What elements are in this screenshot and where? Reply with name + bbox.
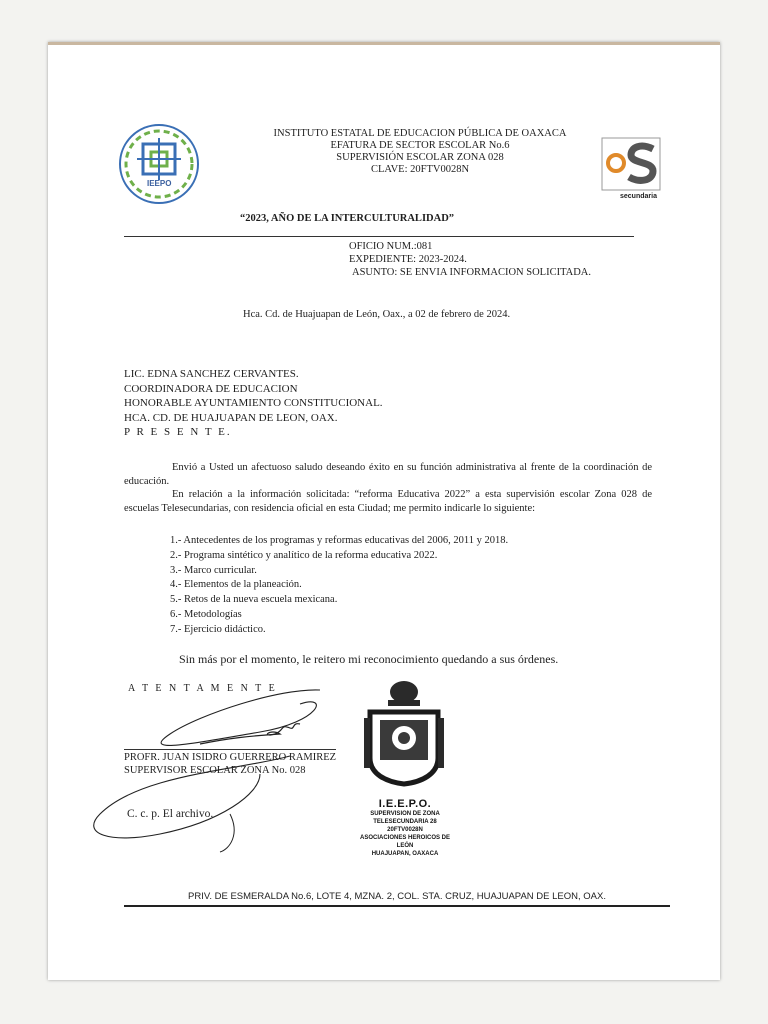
oficio-block	[349, 240, 591, 279]
stamp-title: I.E.E.P.O.	[378, 798, 432, 810]
stamp-line: HUAJUAPAN, OAXACA	[371, 851, 439, 857]
expediente: EXPEDIENTE: 2023-2024.	[349, 254, 467, 265]
header-divider	[124, 236, 634, 237]
closing-line: Sin más por el momento, le reitero mi reconocimiento quedando a sus órdenes.	[179, 652, 559, 666]
institution-name: INSTITUTO ESTATAL DE EDUCACION PÚBLICA DE OAXACA	[273, 128, 567, 139]
stamp-line: SUPERVISION DE ZONA	[370, 811, 440, 817]
asunto: ASUNTO: SE ENVIA INFORMACION SOLICITADA.	[352, 267, 592, 278]
presente: P R E S E N T E.	[124, 426, 232, 438]
body-paragraph-1: Envió a Usted un afectuoso saludo deseando éxito en su función administrativa al frente de la coordinación de educación.	[124, 462, 652, 487]
footer-address: PRIV. DE ESMERALDA No.6, LOTE 4, MZNA. 2, COL. STA. CRUZ, HUAJUAPAN DE LEON, OAX.	[188, 891, 606, 902]
stamp-line: 20FTV0028N	[387, 827, 423, 833]
secundaria-logo-label: secundaria	[620, 193, 657, 200]
list-item: 7.- Ejercicio didáctico.	[170, 623, 266, 635]
body-paragraph-2: En relación a la información solicitada: “reforma Educativa 2022” a esta supervisión escolar Zona 028 de escuelas Telesecundarias, con residencia oficial en esta Ciudad; me permito indicarle lo siguiente:	[124, 489, 652, 514]
page-top-edge	[48, 42, 720, 45]
oaxaca-seal-stamp	[362, 678, 448, 796]
year-motto: “2023, AÑO DE LA INTERCULTURALIDAD”	[240, 213, 455, 224]
stamp-line: TELESECUNDARIA 28	[373, 819, 437, 825]
list-item: 4.- Elementos de la planeación.	[170, 579, 302, 591]
list-item: 3.- Marco curricular.	[170, 564, 257, 576]
signer-title: SUPERVISOR ESCOLAR ZONA No. 028	[124, 765, 306, 776]
cc-line: C. c. p. El archivo.	[127, 808, 214, 820]
recipient-name: LIC. EDNA SANCHEZ CERVANTES.	[124, 368, 299, 380]
letter-body	[124, 461, 652, 515]
ieepo-logo-label: IEEPO	[147, 179, 172, 188]
recipient-block	[124, 367, 383, 440]
stamp-line: ASOCIACIONES HEROICOS DE LEÓN	[359, 835, 450, 849]
stamp-text	[356, 798, 454, 858]
place-date: Hca. Cd. de Huajuapan de León, Oax., a 02 de febrero de 2024.	[243, 309, 511, 320]
list-item: 1.- Antecedentes de los programas y reformas educativas del 2006, 2011 y 2018.	[170, 535, 509, 546]
letterhead	[175, 128, 665, 176]
oficio-number: OFICIO NUM.:081	[349, 241, 433, 252]
topics-list	[170, 534, 508, 638]
recipient-org: HONORABLE AYUNTAMIENTO CONSTITUCIONAL.	[124, 397, 383, 409]
signer-block	[124, 749, 336, 777]
atentamente: A T E N T A M E N T E	[128, 683, 278, 694]
recipient-city: HCA. CD. DE HUAJUAPAN DE LEON, OAX.	[124, 411, 338, 424]
sector-name: EFATURA DE SECTOR ESCOLAR No.6	[330, 140, 510, 151]
list-item: 5.- Retos de la nueva escuela mexicana.	[170, 594, 338, 606]
clave: CLAVE: 20FTV0028N	[370, 164, 470, 175]
recipient-role: COORDINADORA DE EDUCACION	[124, 382, 298, 395]
list-item: 2.- Programa sintético y analítico de la reforma educativa 2022.	[170, 549, 438, 561]
zone-name: SUPERVISIÓN ESCOLAR ZONA 028	[336, 152, 504, 163]
footer-rule	[124, 905, 670, 907]
list-item: 6.- Metodologías	[170, 608, 242, 620]
signer-name: PROFR. JUAN ISIDRO GUERRERO RAMIREZ	[124, 749, 336, 764]
